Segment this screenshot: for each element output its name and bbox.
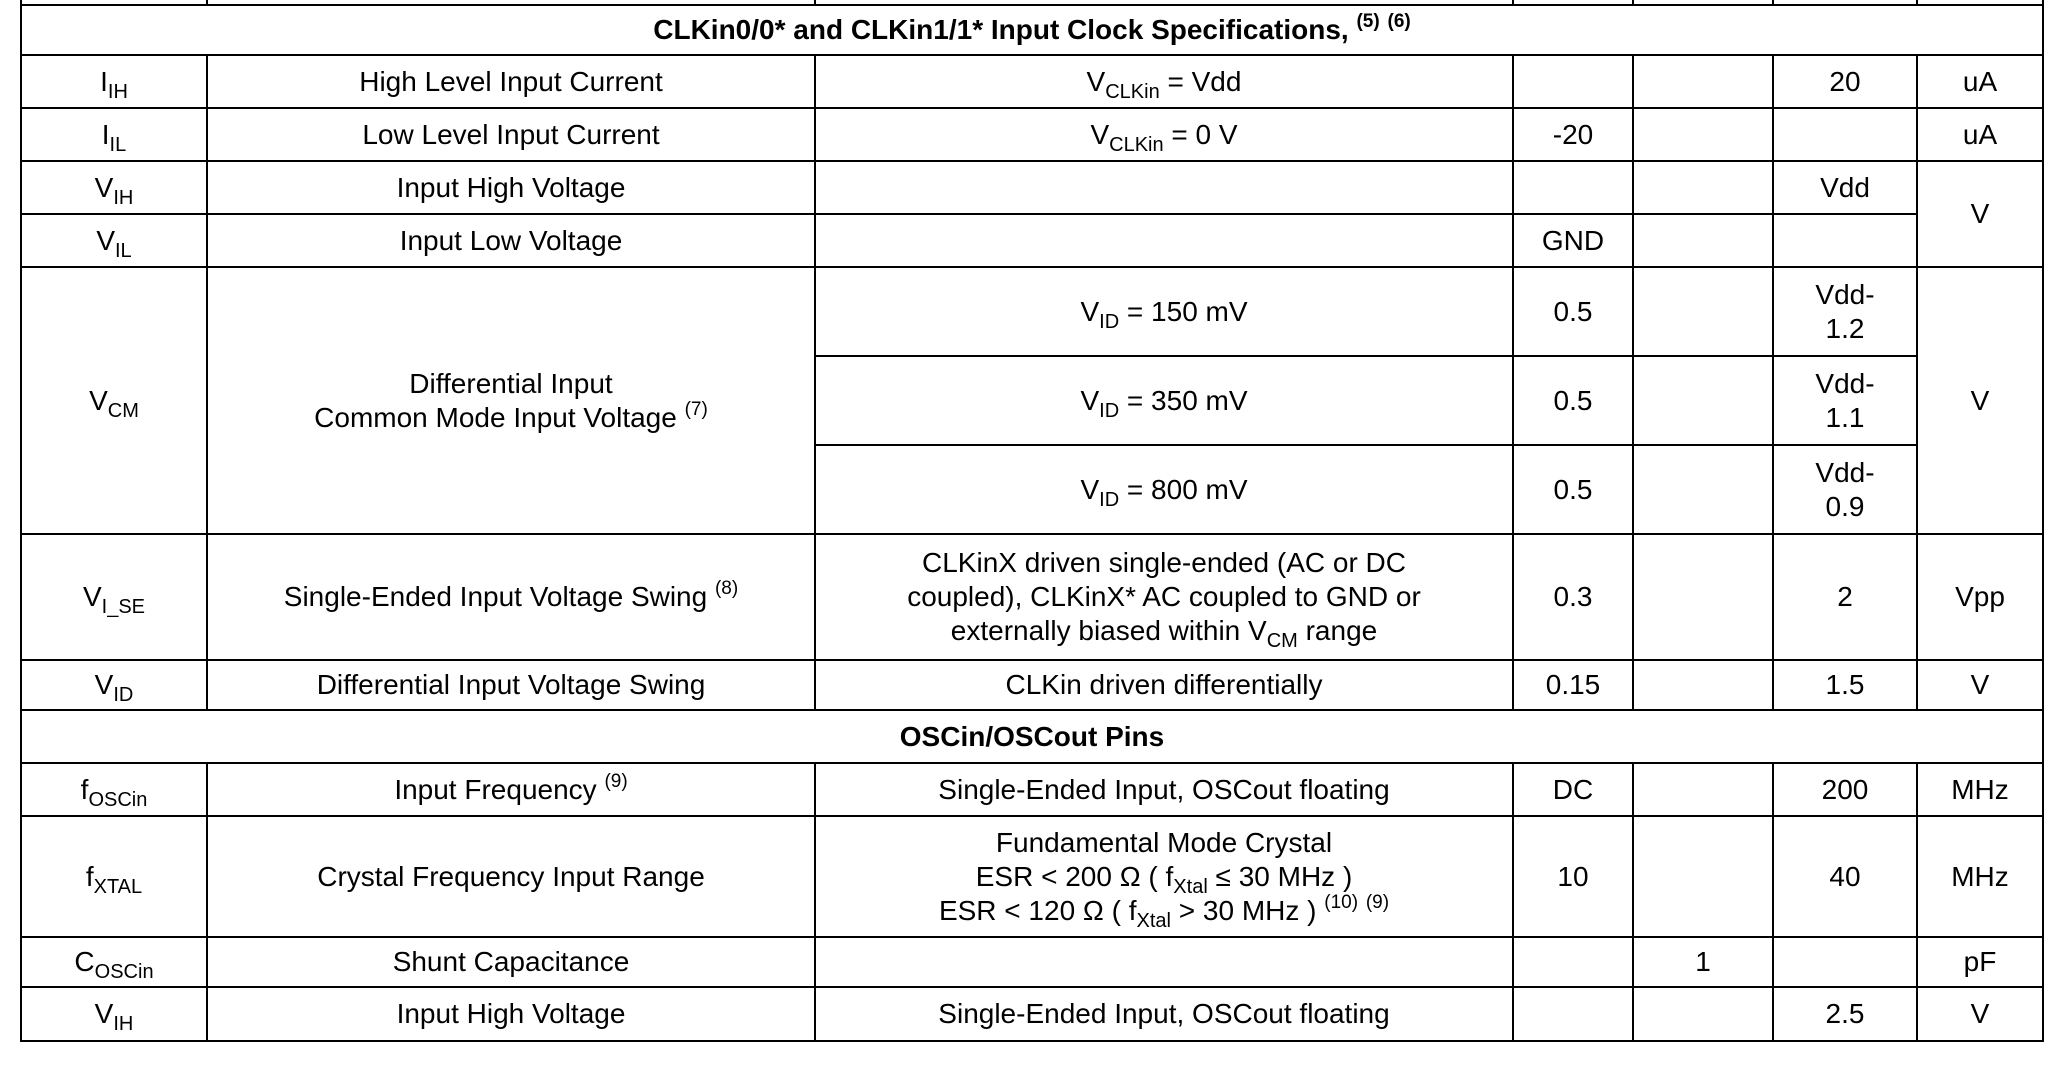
min-cell: 0.3 — [1513, 534, 1633, 660]
condition-text: ESR < 200 Ω ( f — [975, 860, 1174, 892]
table-row — [21, 987, 2043, 1041]
table-row — [21, 161, 2043, 214]
symbol-cell — [21, 55, 207, 108]
parameter-cell: Crystal Frequency Input Range — [207, 816, 815, 937]
symbol-cell — [21, 816, 207, 937]
max-text: 0.9 — [1825, 490, 1865, 522]
max-text: 1.2 — [1825, 312, 1865, 344]
min-cell — [1513, 987, 1633, 1041]
footnote-ref: (5) — [1356, 11, 1380, 32]
symbol-subscript: OSCin — [94, 961, 154, 983]
unit-cell: pF — [1917, 937, 2043, 987]
parameter-cell — [207, 763, 815, 816]
table-row — [21, 534, 2043, 660]
symbol-subscript: I_SE — [101, 596, 146, 618]
symbol-cell — [21, 214, 207, 267]
typ-cell — [1633, 108, 1773, 161]
symbol-text: V — [82, 581, 102, 612]
max-cell: 20 — [1773, 55, 1917, 108]
table-row — [21, 763, 2043, 816]
symbol-subscript: IH — [107, 80, 128, 103]
footnote-ref: (7) — [684, 398, 708, 420]
condition-text: externally biased within V — [950, 615, 1267, 646]
typ-cell — [1633, 161, 1773, 214]
min-cell: 0.5 — [1513, 445, 1633, 534]
condition-text: = 150 mV — [1119, 295, 1248, 327]
parameter-text: Single-Ended Input Voltage Swing — [283, 581, 708, 612]
max-cell — [1773, 356, 1917, 445]
condition-cell: CLKin driven differentially — [815, 660, 1513, 710]
table-row — [21, 816, 2043, 937]
condition-subscript: Xtal — [1173, 875, 1208, 898]
min-cell — [1513, 937, 1633, 987]
condition-text: = 350 mV — [1119, 384, 1248, 416]
min-cell: -20 — [1513, 108, 1633, 161]
symbol-text: C — [74, 946, 95, 977]
symbol-cell — [21, 987, 207, 1041]
table-row — [21, 937, 2043, 987]
max-cell — [1773, 214, 1917, 267]
footnote-ref: (10) — [1324, 891, 1359, 913]
typ-cell — [1633, 660, 1773, 710]
condition-text: = Vdd — [1159, 65, 1242, 97]
condition-text: = 800 mV — [1119, 473, 1248, 505]
condition-subscript: CLKin — [1105, 80, 1160, 103]
condition-text: V — [1090, 118, 1110, 150]
max-cell: 40 — [1773, 816, 1917, 937]
condition-cell — [815, 937, 1513, 987]
min-cell — [1513, 55, 1633, 108]
symbol-text: V — [94, 998, 114, 1029]
unit-cell: V — [1917, 660, 2043, 710]
parameter-text: Input Frequency — [394, 773, 597, 805]
unit-cell: MHz — [1917, 816, 2043, 937]
condition-cell: Single-Ended Input, OSCout floating — [815, 763, 1513, 816]
condition-subscript: ID — [1099, 488, 1120, 511]
condition-cell — [815, 356, 1513, 445]
symbol-text: f — [85, 860, 94, 892]
parameter-cell: Low Level Input Current — [207, 108, 815, 161]
parameter-cell: Input High Voltage — [207, 987, 815, 1041]
unit-cell: uA — [1917, 55, 2043, 108]
symbol-cell — [21, 937, 207, 987]
condition-subscript: CM — [1266, 630, 1298, 652]
condition-text: V — [1080, 473, 1100, 505]
typ-cell: 1 — [1633, 937, 1773, 987]
max-text: 1.1 — [1825, 401, 1865, 433]
min-cell: 0.5 — [1513, 356, 1633, 445]
condition-cell — [815, 534, 1513, 660]
condition-cell — [815, 55, 1513, 108]
unit-cell: uA — [1917, 108, 2043, 161]
max-cell — [1773, 267, 1917, 356]
symbol-cell — [21, 763, 207, 816]
table-row — [21, 55, 2043, 108]
parameter-cell — [207, 534, 815, 660]
condition-line — [822, 860, 1506, 898]
condition-text: ≤ 30 MHz ) — [1207, 860, 1353, 892]
parameter-cell — [207, 267, 815, 534]
typ-cell — [1633, 356, 1773, 445]
condition-cell — [815, 214, 1513, 267]
symbol-subscript: ID — [113, 684, 134, 706]
max-text: Vdd- — [1815, 278, 1875, 310]
min-cell: GND — [1513, 214, 1633, 267]
condition-subscript: ID — [1099, 399, 1120, 422]
max-cell: 2.5 — [1773, 987, 1917, 1041]
min-cell: DC — [1513, 763, 1633, 816]
min-cell: 0.15 — [1513, 660, 1633, 710]
symbol-subscript: IL — [109, 133, 127, 156]
unit-cell: Vpp — [1917, 534, 2043, 660]
condition-cell — [815, 267, 1513, 356]
parameter-cell: High Level Input Current — [207, 55, 815, 108]
section-header-row — [21, 710, 2043, 763]
symbol-subscript: CM — [107, 399, 139, 422]
condition-cell — [815, 108, 1513, 161]
typ-cell — [1633, 267, 1773, 356]
symbol-cell — [21, 534, 207, 660]
symbol-subscript: OSCin — [88, 788, 148, 811]
min-cell: 0.5 — [1513, 267, 1633, 356]
max-cell: 2 — [1773, 534, 1917, 660]
parameter-text: Common Mode Input Voltage — [314, 401, 677, 433]
symbol-text: V — [89, 384, 108, 416]
condition-line — [822, 614, 1506, 652]
typ-cell — [1633, 816, 1773, 937]
footnote-ref: (9) — [604, 770, 628, 792]
condition-subscript: Xtal — [1136, 909, 1171, 932]
max-cell — [1773, 937, 1917, 987]
typ-cell — [1633, 445, 1773, 534]
symbol-text: I — [100, 65, 108, 97]
max-text: Vdd- — [1815, 367, 1875, 399]
parameter-cell: Input Low Voltage — [207, 214, 815, 267]
condition-text: CLKinX driven single-ended (AC or DC — [922, 547, 1406, 578]
condition-subscript: CLKin — [1109, 133, 1164, 156]
condition-text: ESR < 120 Ω ( f — [938, 894, 1137, 926]
parameter-cell: Shunt Capacitance — [207, 937, 815, 987]
min-cell: 10 — [1513, 816, 1633, 937]
condition-text: V — [1080, 295, 1100, 327]
typ-cell — [1633, 55, 1773, 108]
symbol-cell — [21, 267, 207, 534]
section-title-text: CLKin0/0* and CLKin1/1* Input Clock Specifications, — [653, 14, 1349, 45]
table-row — [21, 267, 2043, 356]
footnote-ref: (9) — [1365, 891, 1390, 913]
symbol-text: V — [96, 224, 115, 256]
symbol-subscript: IL — [115, 239, 132, 262]
typ-cell — [1633, 987, 1773, 1041]
condition-text: coupled), CLKinX* AC coupled to GND or — [907, 581, 1421, 612]
max-cell: 200 — [1773, 763, 1917, 816]
max-cell: 1.5 — [1773, 660, 1917, 710]
electrical-characteristics-table — [20, 0, 2044, 1042]
max-text: Vdd- — [1815, 456, 1875, 488]
typ-cell — [1633, 214, 1773, 267]
footnote-ref: (8) — [714, 578, 739, 599]
table-row — [21, 214, 2043, 267]
unit-cell: V — [1917, 267, 2043, 534]
typ-cell — [1633, 763, 1773, 816]
condition-text: V — [1086, 65, 1106, 97]
condition-cell: Single-Ended Input, OSCout floating — [815, 987, 1513, 1041]
max-cell: Vdd — [1773, 161, 1917, 214]
symbol-subscript: IH — [113, 1013, 134, 1035]
section-header-row — [21, 5, 2043, 55]
condition-subscript: ID — [1099, 310, 1120, 333]
symbol-text: I — [101, 118, 110, 150]
max-cell — [1773, 108, 1917, 161]
footnote-ref: (6) — [1387, 11, 1411, 32]
parameter-text: Differential Input — [409, 367, 613, 399]
condition-text: range — [1297, 615, 1378, 646]
unit-cell: MHz — [1917, 763, 2043, 816]
symbol-subscript: IH — [113, 186, 134, 209]
unit-cell: V — [1917, 161, 2043, 267]
symbol-text: V — [94, 669, 114, 700]
condition-cell — [815, 816, 1513, 937]
table-row — [21, 660, 2043, 710]
symbol-text: V — [94, 171, 114, 203]
symbol-cell — [21, 660, 207, 710]
typ-cell — [1633, 534, 1773, 660]
max-cell — [1773, 445, 1917, 534]
unit-cell: V — [1917, 987, 2043, 1041]
parameter-cell: Input High Voltage — [207, 161, 815, 214]
condition-text: Fundamental Mode Crystal — [995, 826, 1333, 858]
section-title-osc: OSCin/OSCout Pins — [21, 710, 2043, 763]
section-title-clkin — [21, 5, 2043, 55]
symbol-cell — [21, 108, 207, 161]
symbol-subscript: XTAL — [93, 875, 143, 898]
condition-cell — [815, 161, 1513, 214]
symbol-cell — [21, 161, 207, 214]
condition-line — [822, 891, 1506, 932]
table-row — [21, 108, 2043, 161]
min-cell — [1513, 161, 1633, 214]
condition-text: = 0 V — [1163, 118, 1238, 150]
parameter-cell: Differential Input Voltage Swing — [207, 660, 815, 710]
condition-cell — [815, 445, 1513, 534]
condition-text: V — [1080, 384, 1100, 416]
condition-text: > 30 MHz ) — [1170, 894, 1317, 926]
symbol-text: f — [80, 773, 89, 805]
